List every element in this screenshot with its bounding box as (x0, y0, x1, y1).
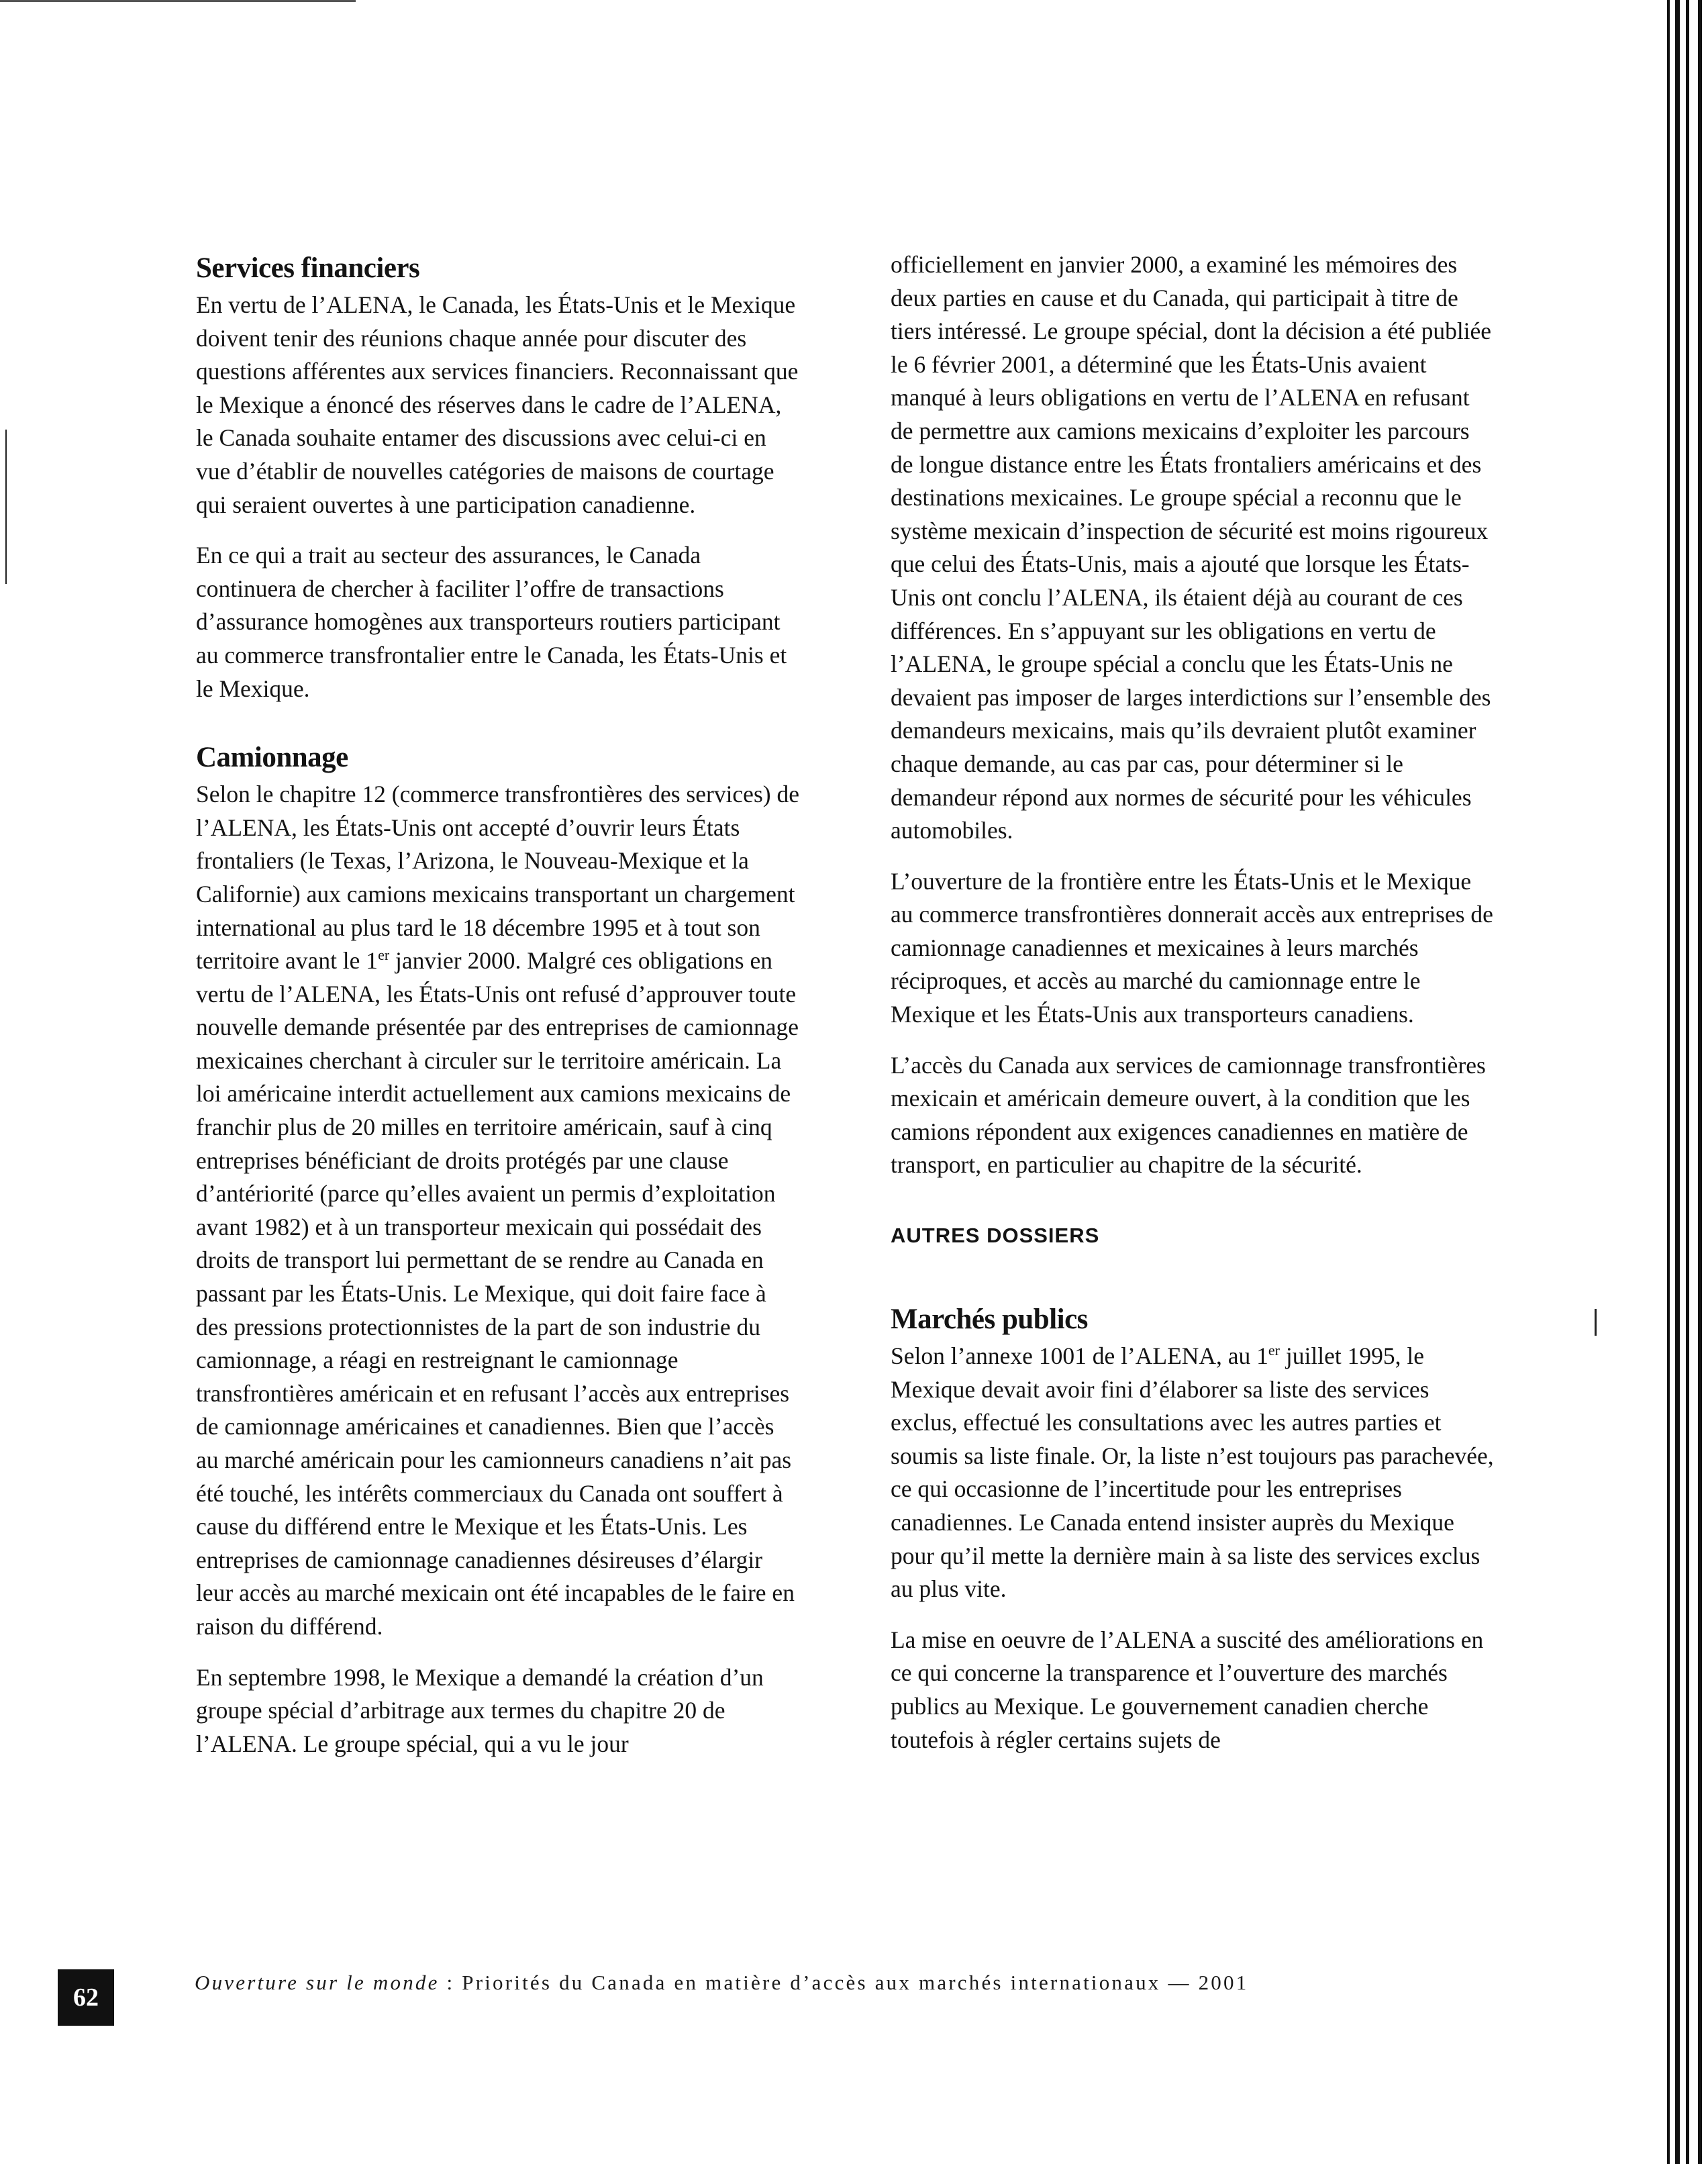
running-footer (195, 1971, 1483, 1995)
paragraph: Selon le chapitre 12 (commerce transfrontières des services) de l’ALENA, les États-Unis ont accepté d’ouvrir leurs États frontaliers (le Texas, l’Arizona, le Nouveau-Mexique et la Californie) aux camions mexicains transportant un chargement international au plus tard le 18 décembre 1995 et à tout son territoire avant le 1er janvier 2000. Malgré ces obligations en vertu de l’ALENA, les États-Unis ont refusé d’approuver toute nouvelle demande présentée par des entreprises de camionnage mexicaines cherchant à circuler sur le territoire américain. La loi américaine interdit actuellement aux camions mexicains de franchir plus de 20 milles en territoire américain, sauf à cinq entreprises bénéficiant de droits protégés par une clause d’antériorité (parce qu’elles avaient un permis d’exploitation avant 1982) et à un transporteur mexicain qui possédait des droits de transport lui permettant de se rendre au Canada en passant par les États-Unis. Le Mexique, qui doit faire face à des pressions protectionnistes de la part de son industrie du camionnage, a réagi en restreignant le camionnage transfrontières américain et en refusant l’accès aux entreprises de camionnage américaines et canadiennes. Bien que l’accès au marché américain pour les camionneurs canadiens n’ait pas été touché, les intérêts commerciaux du Canada ont souffert à cause du différend entre le Mexique et les États-Unis. Les entreprises de camionnage canadiennes désireuses d’élargir leur accès au marché mexicain ont été incapables de le faire en raison du différend. (196, 781, 799, 1640)
paragraph: La mise en oeuvre de l’ALENA a suscité des améliorations en ce qui concerne la transparence et l’ouverture des marchés publics au Mexique. Le gouvernement canadien cherche toutefois à régler certains sujets de (891, 1626, 1484, 1753)
scan-artifact (5, 430, 7, 584)
heading-camionnage: Camionnage (196, 742, 348, 774)
binding-edge-line (1686, 0, 1689, 2164)
binding-edge-line (1667, 0, 1670, 2164)
heading-marches-publics: Marchés publics (891, 1304, 1088, 1336)
paragraph: L’ouverture de la frontière entre les États-Unis et le Mexique au commerce transfrontières donnerait accès aux entreprises de camionnage canadiennes et mexicaines à leurs marchés réciproques, et accès au marché du camionnage entre le Mexique et les États-Unis aux transporteurs canadiens. (891, 867, 1493, 1028)
paragraph: En ce qui a trait au secteur des assurances, le Canada continuera de chercher à faciliter l’offre de transactions d’assurance homogènes aux transporteurs routiers participant au commerce transfrontalier entre le Canada, les États-Unis et le Mexique. (196, 542, 787, 702)
binding-edge-line (1675, 0, 1680, 2164)
page-number: 62 (58, 1969, 114, 2026)
top-rule (0, 0, 356, 2)
footer-title-rest: : Priorités du Canada en matière d’accès aux marchés internationaux — 2001 (439, 1971, 1249, 1994)
paragraph: officiellement en janvier 2000, a examiné les mémoires des deux parties en cause et du Canada, qui participait à titre de tiers intéressé. Le groupe spécial, dont la décision a été publiée le 6 février 2001, a déterminé que les États-Unis avaient manqué à leurs obligations en vertu de l’ALENA en refusant de permettre aux camions mexicains d’exploiter les parcours de longue distance entre les États frontaliers américains et des destinations mexicaines. Le groupe spécial a reconnu que le système mexicain d’inspection de sécurité est moins rigoureux que celui des États-Unis, mais a ajouté que lorsque les États-Unis ont conclu l’ALENA, ils étaient déjà au courant de ces différences. En s’appuyant sur les obligations en vertu de l’ALENA, le groupe spécial a conclu que les États-Unis ne devaient pas imposer de larges interdictions sur l’ensemble des demandeurs mexicains, mais qu’ils devraient plutôt examiner chaque demande, au cas par cas, pour déterminer si le demandeur répond aux normes de sécurité pour les véhicules automobiles. (891, 251, 1492, 844)
paragraph: Selon l’annexe 1001 de l’ALENA, au 1er juillet 1995, le Mexique devait avoir fini d’élaborer sa liste des services exclus, effectué les consultations avec les autres parties et soumis sa liste finale. Or, la liste n’est toujours pas parachevée, ce qui occasionne de l’incertitude pour les entreprises canadiennes. Le Canada entend insister auprès du Mexique pour qu’il mette la dernière main à sa liste des services exclus au plus vite. (891, 1342, 1494, 1603)
scan-artifact (1595, 1309, 1597, 1336)
paragraph: En septembre 1998, le Mexique a demandé la création d’un groupe spécial d’arbitrage aux termes du chapitre 20 de l’ALENA. Le groupe spécial, qui a vu le jour (196, 1663, 764, 1757)
section-title-autres-dossiers: AUTRES DOSSIERS (891, 1224, 1100, 1248)
binding-edge-line (1698, 0, 1702, 2164)
paragraph: L’accès du Canada aux services de camionnage transfrontières mexicain et américain demeure ouvert, à la condition que les camions répondent aux exigences canadiennes en matière de transport, en particulier au chapitre de la sécurité. (891, 1051, 1486, 1179)
heading-services-financiers: Services financiers (196, 252, 420, 284)
footer-title-italic: Ouverture sur le monde (195, 1971, 440, 1994)
left-column (196, 248, 800, 1778)
right-column (891, 248, 1495, 1774)
paragraph: En vertu de l’ALENA, le Canada, les États-Unis et le Mexique doivent tenir des réunions chaque année pour discuter des questions afférentes aux services financiers. Reconnaissant que le Mexique a énoncé des réserves dans le cadre de l’ALENA, le Canada souhaite entamer des discussions avec celui-ci en vue d’établir de nouvelles catégories de maisons de courtage qui seraient ouvertes à une participation canadienne. (196, 291, 799, 518)
